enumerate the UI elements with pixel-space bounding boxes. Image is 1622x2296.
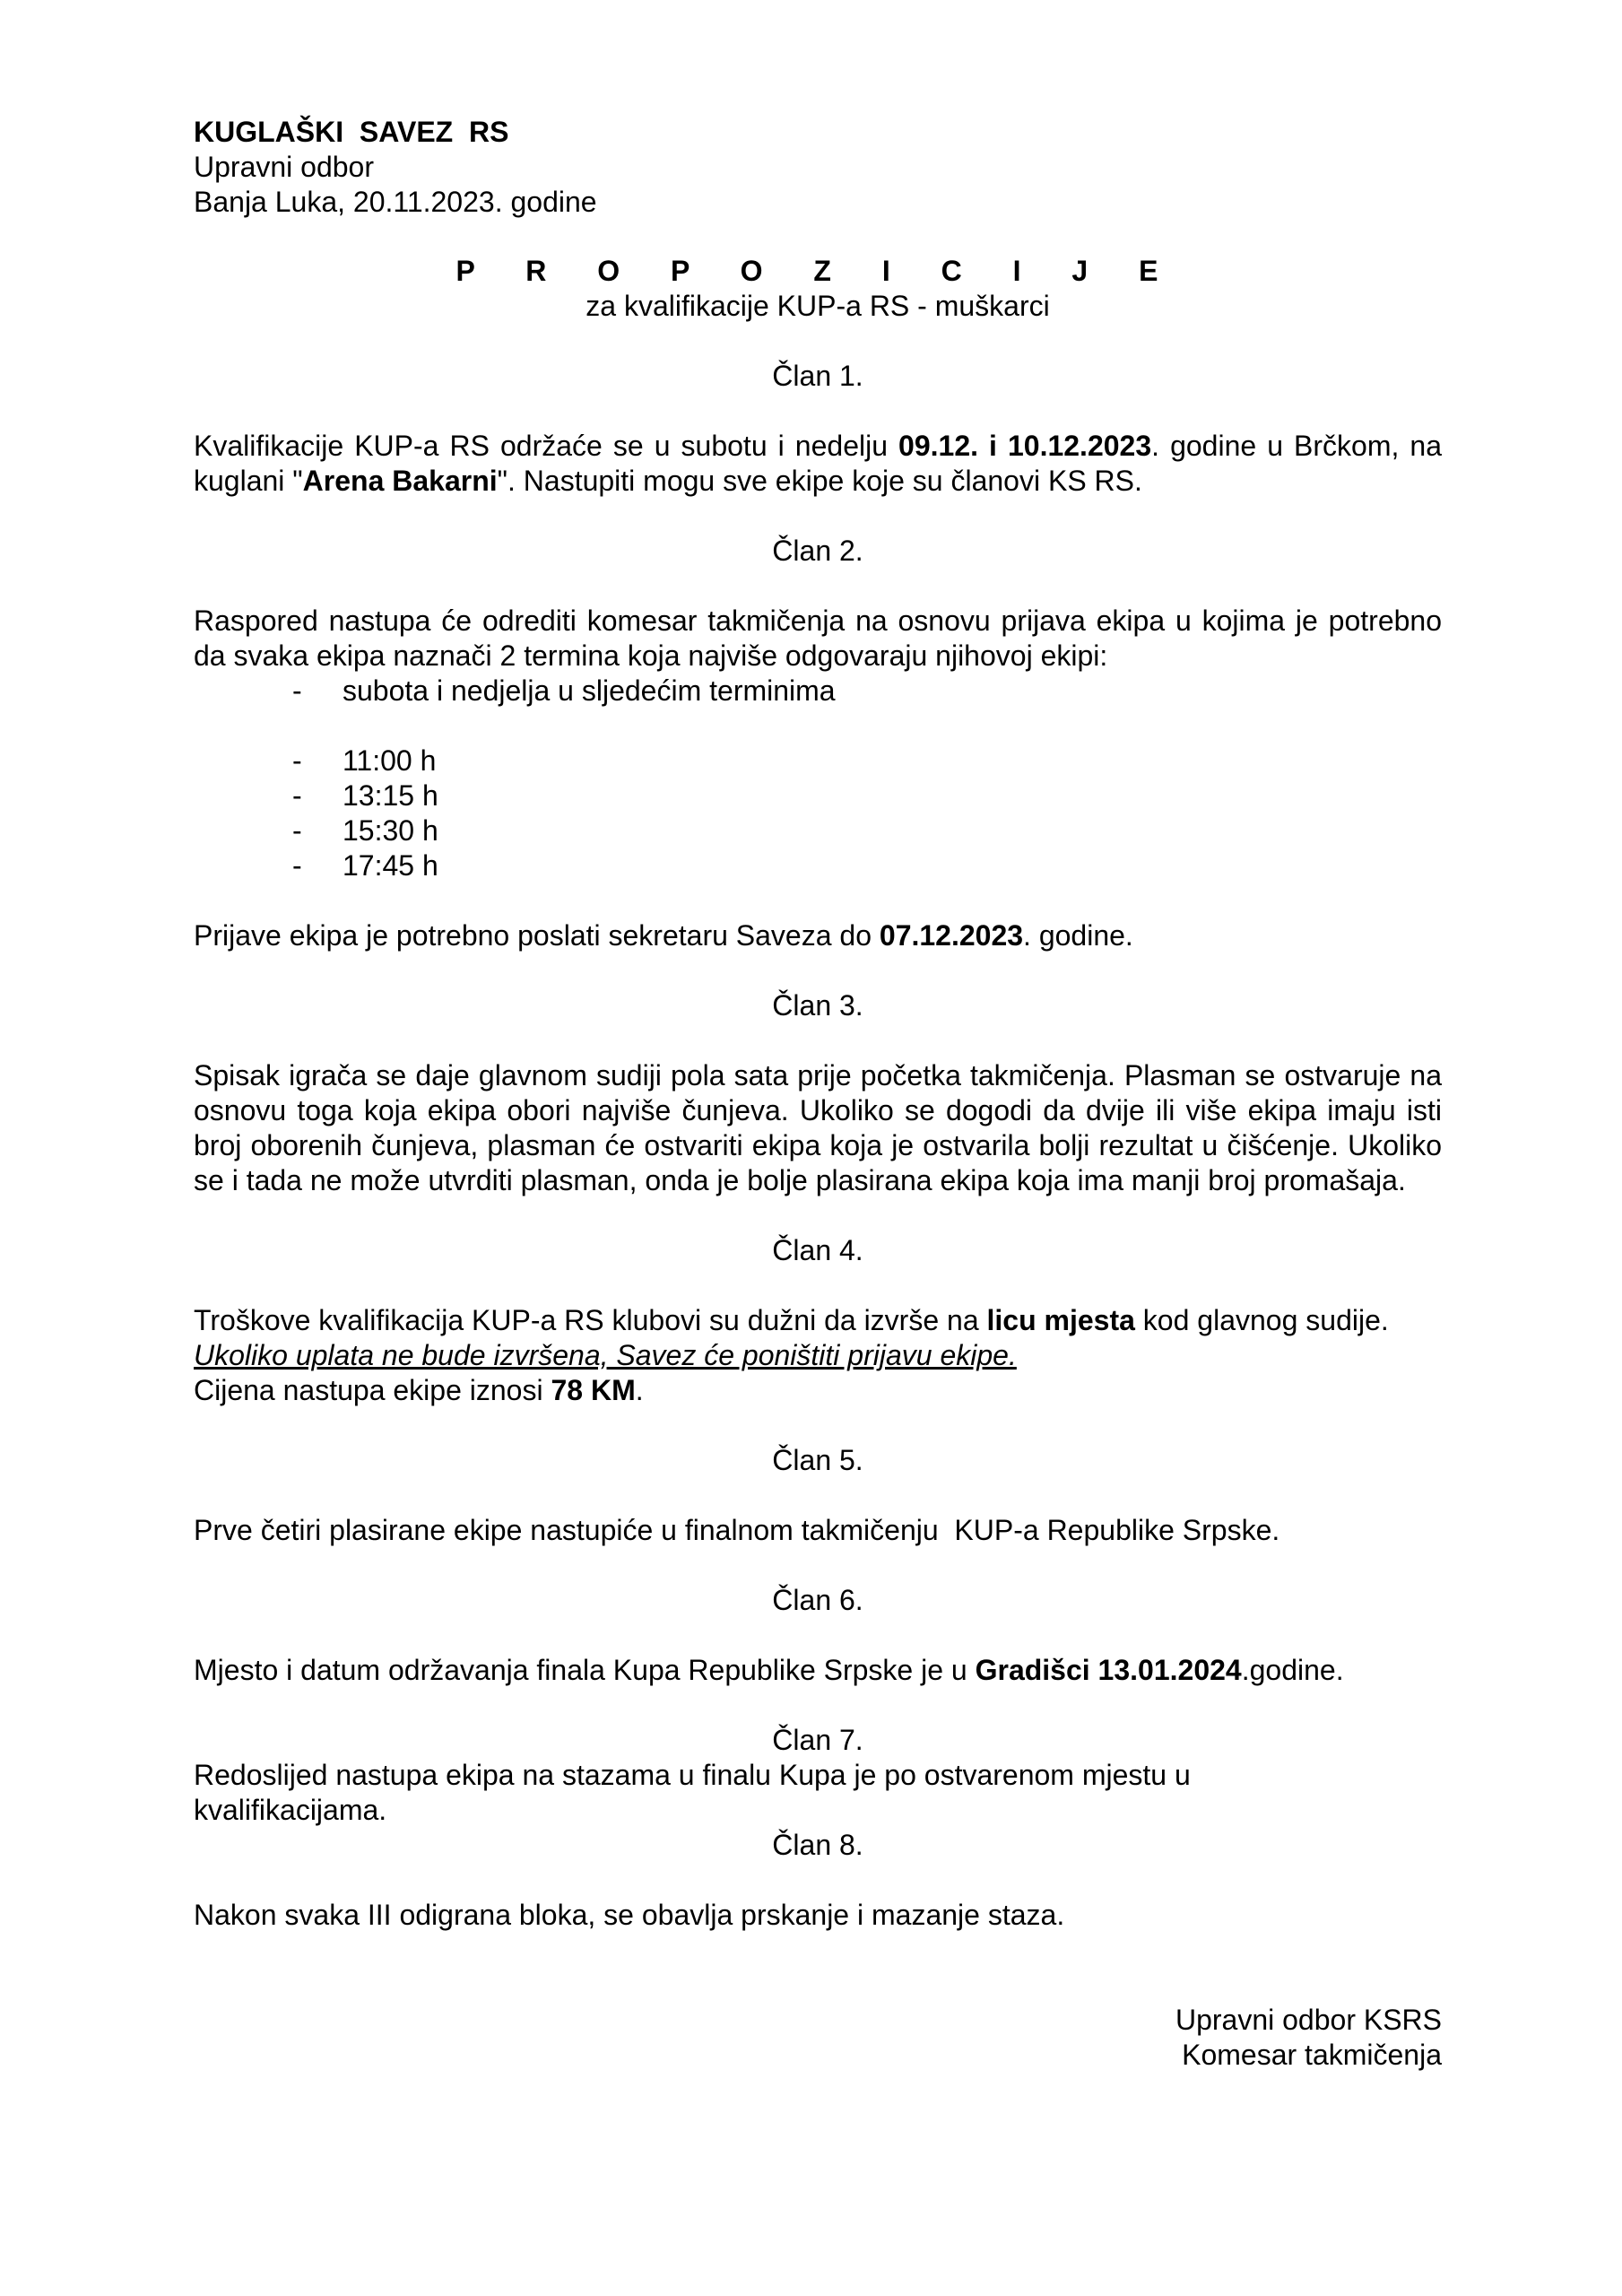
article-7-text: Redoslijed nastupa ekipa na stazama u finalu Kupa je po ostvarenom mjestu u kvalifikacijama. [194, 1759, 1191, 1826]
entry-fee-text-part: Cijena nastupa ekipe iznosi [194, 1374, 551, 1406]
article-8-text: Nakon svaka III odigrana bloka, se obavlja prskanje i mazanje staza. [194, 1899, 1065, 1931]
article-1-dates: 09.12. i 10.12.2023 [898, 430, 1152, 462]
schedule-days-list [194, 674, 1442, 709]
list-item [194, 778, 1442, 813]
schedule-times-list [194, 744, 1442, 883]
entry-fee-amount: 78 KM [551, 1374, 636, 1406]
document-subtitle: za kvalifikacije KUP-a RS - muškarci [585, 290, 1050, 322]
article-5-text: Prve četiri plasirane ekipe nastupiće u finalnom takmičenju KUP-a Republike Srpske. [194, 1514, 1280, 1546]
article-6-text-part: .godine. [1241, 1654, 1344, 1686]
time-slot: 11:00 h [343, 744, 437, 777]
time-slot: 17:45 h [343, 849, 438, 882]
list-dash: - [292, 779, 302, 812]
article-7-heading: Član 7. [772, 1724, 863, 1756]
article-4-text-part: kod glavnog sudije. [1134, 1304, 1389, 1336]
list-dash: - [292, 674, 302, 707]
document-title: P R O P O Z I C I J E [455, 255, 1180, 287]
signature-board: Upravni odbor KSRS [1175, 2004, 1442, 2036]
list-item [194, 744, 1442, 778]
time-slot: 15:30 h [343, 814, 438, 847]
article-4-text [194, 1303, 1442, 1338]
article-1-text-part: Kvalifikacije KUP-a RS održaće se u subotu i nedelju [194, 430, 899, 462]
schedule-days: subota i nedjelja u sljedećim terminima [343, 674, 836, 707]
article-8-heading: Član 8. [772, 1829, 863, 1861]
signature-block [194, 2003, 1442, 2073]
article-5-heading: Član 5. [772, 1444, 863, 1476]
list-dash: - [292, 814, 302, 847]
board-name: Upravni odbor [194, 151, 374, 183]
document-page [194, 115, 1442, 2073]
article-3-text: Spisak igrača se daje glavnom sudiji pola sata prije početka takmičenja. Plasman se ostvaruje na osnovu toga koja ekipa obori najviše čunjeva. Ukoliko se dogodi da dvije ili više ekipa imaju isti broj oborenih čunjeva, plasman će ostvariti ekipa koja je ostvarila bolji rezultat u čišćenje. Ukoliko se i tada ne može utvrditi plasman, onda je bolje plasirana ekipa koja ima manji broj promašaja. [194, 1059, 1442, 1196]
payment-location: licu mjesta [986, 1304, 1135, 1336]
deadline-text-part: Prijave ekipa je potrebno poslati sekretaru Saveza do [194, 919, 880, 952]
list-item [194, 813, 1442, 848]
list-item [194, 848, 1442, 883]
list-dash: - [292, 744, 302, 777]
time-slot: 13:15 h [343, 779, 438, 812]
place-date: Banja Luka, 20.11.2023. godine [194, 186, 597, 218]
article-6-text-part: Mjesto i datum održavanja finala Kupa Republike Srpske je u [194, 1654, 976, 1686]
organization-name: KUGLAŠKI SAVEZ RS [194, 116, 509, 148]
deadline-date: 07.12.2023 [879, 919, 1024, 952]
article-1-text-part: . godine u Brčkom, na kuglani " [194, 430, 1443, 497]
article-1-text [194, 429, 1442, 499]
final-venue-date: Gradišci 13.01.2024 [975, 1654, 1242, 1686]
entry-fee-text-part: . [635, 1374, 644, 1406]
list-item [194, 674, 1442, 709]
article-6-heading: Član 6. [772, 1584, 863, 1616]
article-6-text [194, 1653, 1442, 1688]
deadline-text-part: . godine. [1023, 919, 1133, 952]
article-4-text-part: Troškove kvalifikacija KUP-a RS klubovi su dužni da izvrše na [194, 1304, 987, 1336]
article-1-text-part: ". Nastupiti mogu sve ekipe koje su članovi KS RS. [497, 465, 1142, 497]
list-dash: - [292, 849, 302, 882]
article-2-heading: Član 2. [772, 535, 863, 567]
article-2-text: Raspored nastupa će odrediti komesar takmičenja na osnovu prijava ekipa u kojima je potrebno da svaka ekipa naznači 2 termina koja najviše odgovaraju njihovoj ekipi: [194, 604, 1442, 672]
article-1-heading: Član 1. [772, 360, 863, 392]
payment-warning: Ukoliko uplata ne bude izvršena, Savez će poništiti prijavu ekipe. [194, 1339, 1017, 1371]
registration-deadline [194, 918, 1442, 953]
entry-fee [194, 1373, 1442, 1408]
article-1-venue: Arena Bakarni [302, 465, 498, 497]
letterhead [194, 115, 1442, 220]
signature-commissioner: Komesar takmičenja [1182, 2039, 1442, 2071]
article-4-heading: Član 4. [772, 1234, 863, 1266]
article-3-heading: Član 3. [772, 989, 863, 1022]
